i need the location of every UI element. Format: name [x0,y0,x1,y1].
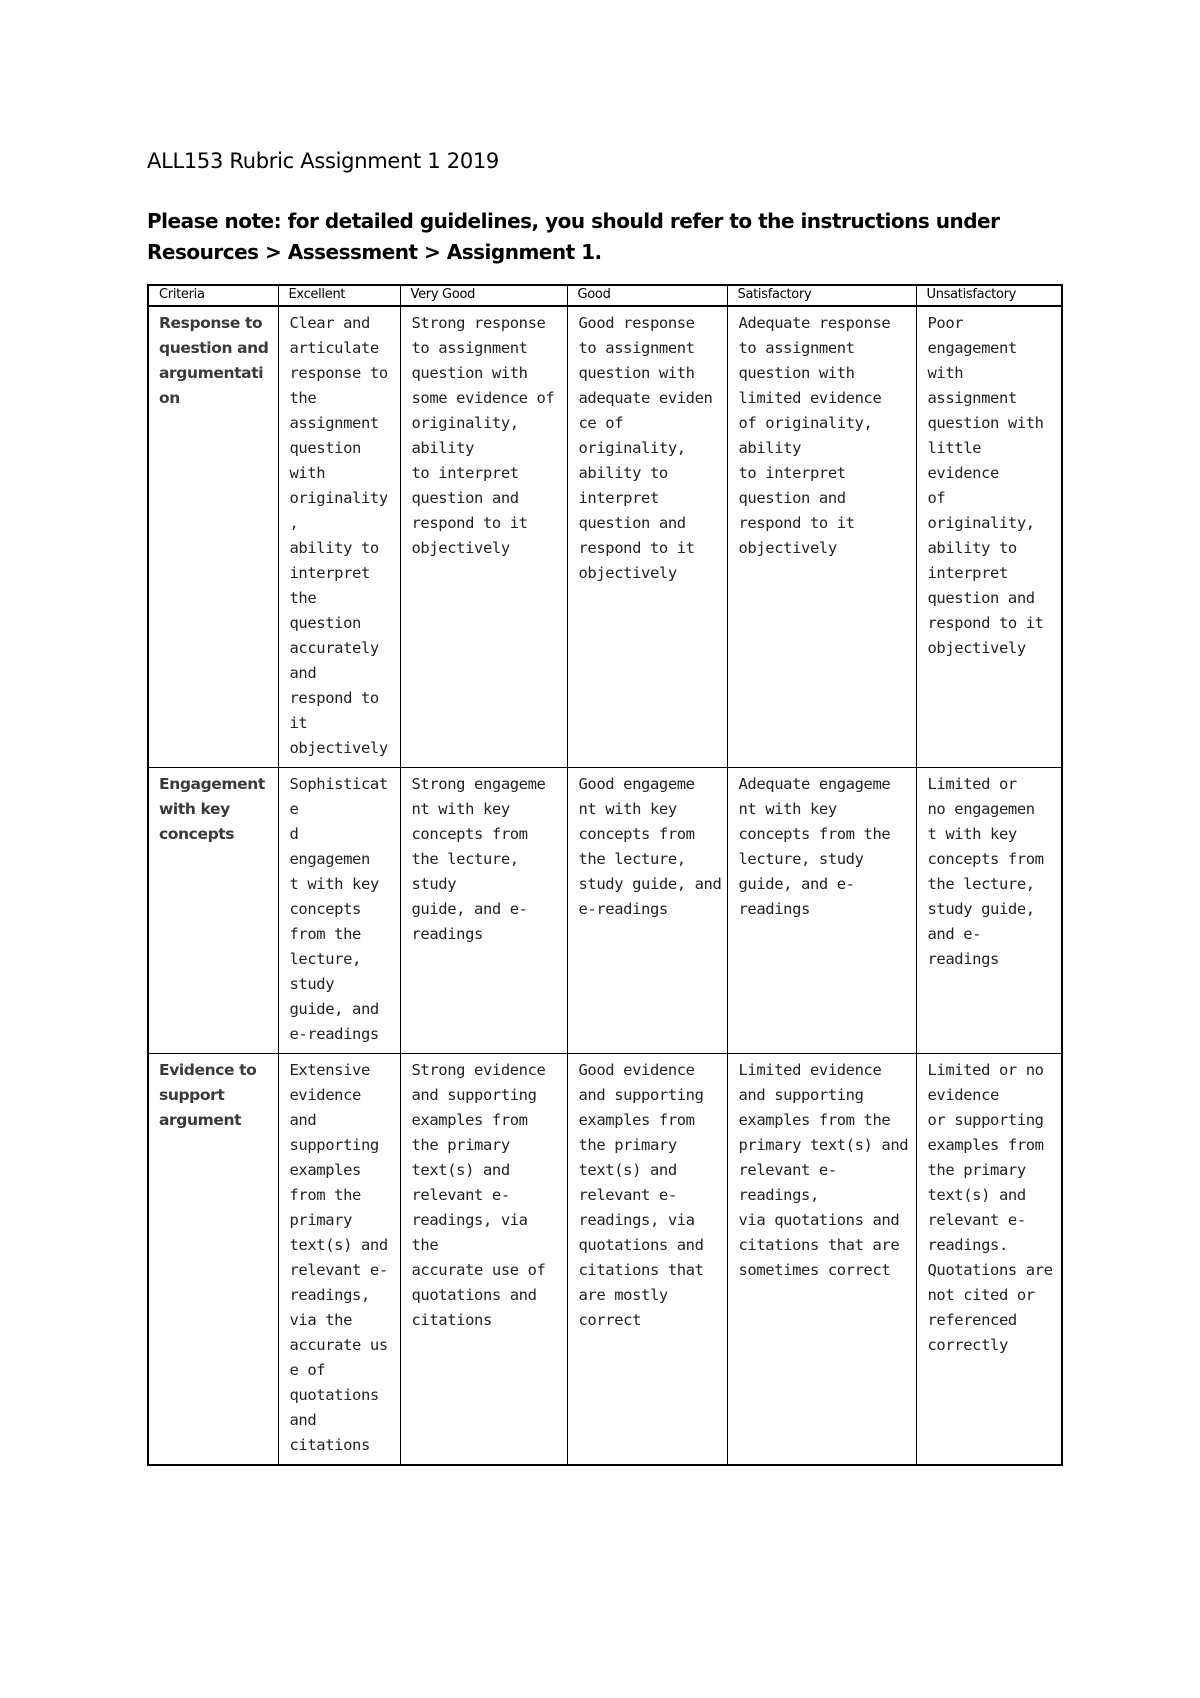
unsatisfactory-cell: Limited or no evidence or supporting examples from the primary text(s) and relevant e- readings. Quotations are not cited or referenced correctly [916,1054,1062,1466]
header-very-good: Very Good [400,285,567,306]
table-row [148,1054,1062,1466]
good-cell: Good response to assignment question with adequate eviden ce of originality, ability to interpret question and respond to it objectively [567,306,727,768]
very-good-cell: Strong response to assignment question with some evidence of originality, ability to interpret question and respond to it objectively [400,306,567,768]
criterion-cell: Engagement with key concepts [148,768,278,1054]
table-row [148,768,1062,1054]
very-good-cell: Strong evidence and supporting examples from the primary text(s) and relevant e- readings, via the accurate use of quotations and citations [400,1054,567,1466]
unsatisfactory-cell: Poor engagement with assignment question with little evidence of originality, ability to interpret question and respond to it objectively [916,306,1062,768]
table-row [148,306,1062,768]
good-cell: Good engageme nt with key concepts from the lecture, study guide, and e-readings [567,768,727,1054]
header-satisfactory: Satisfactory [727,285,916,306]
satisfactory-cell: Adequate response to assignment question with limited evidence of originality, ability to interpret question and respond to it objectively [727,306,916,768]
header-excellent: Excellent [278,285,400,306]
excellent-cell: Sophisticate d engagemen t with key concepts from the lecture, study guide, and e-readings [278,768,400,1054]
header-unsatisfactory: Unsatisfactory [916,285,1062,306]
header-row [148,285,1062,306]
header-criteria: Criteria [148,285,278,306]
excellent-cell: Clear and articulate response to the assignment question with originality, ability to interpret the question accurately and respond to it objectively [278,306,400,768]
satisfactory-cell: Limited evidence and supporting examples from the primary text(s) and relevant e-readings, via quotations and citations that are sometimes correct [727,1054,916,1466]
document-title: ALL153 Rubric Assignment 1 2019 [147,149,499,173]
unsatisfactory-cell: Limited or no engagemen t with key concepts from the lecture, study guide, and e- readings [916,768,1062,1054]
criterion-cell: Response to question and argumentati on [148,306,278,768]
header-good: Good [567,285,727,306]
good-cell: Good evidence and supporting examples from the primary text(s) and relevant e- readings, via quotations and citations that are mostly correct [567,1054,727,1466]
rubric-table [147,284,1063,1466]
satisfactory-cell: Adequate engageme nt with key concepts from the lecture, study guide, and e- readings [727,768,916,1054]
criterion-cell: Evidence to support argument [148,1054,278,1466]
guidelines-note: Please note: for detailed guidelines, you should refer to the instructions under Resources > Assessment > Assignment 1. [147,209,1000,264]
very-good-cell: Strong engageme nt with key concepts from the lecture, study guide, and e- readings [400,768,567,1054]
excellent-cell: Extensive evidence and supporting examples from the primary text(s) and relevant e- readings, via the accurate us e of quotations and citations [278,1054,400,1466]
